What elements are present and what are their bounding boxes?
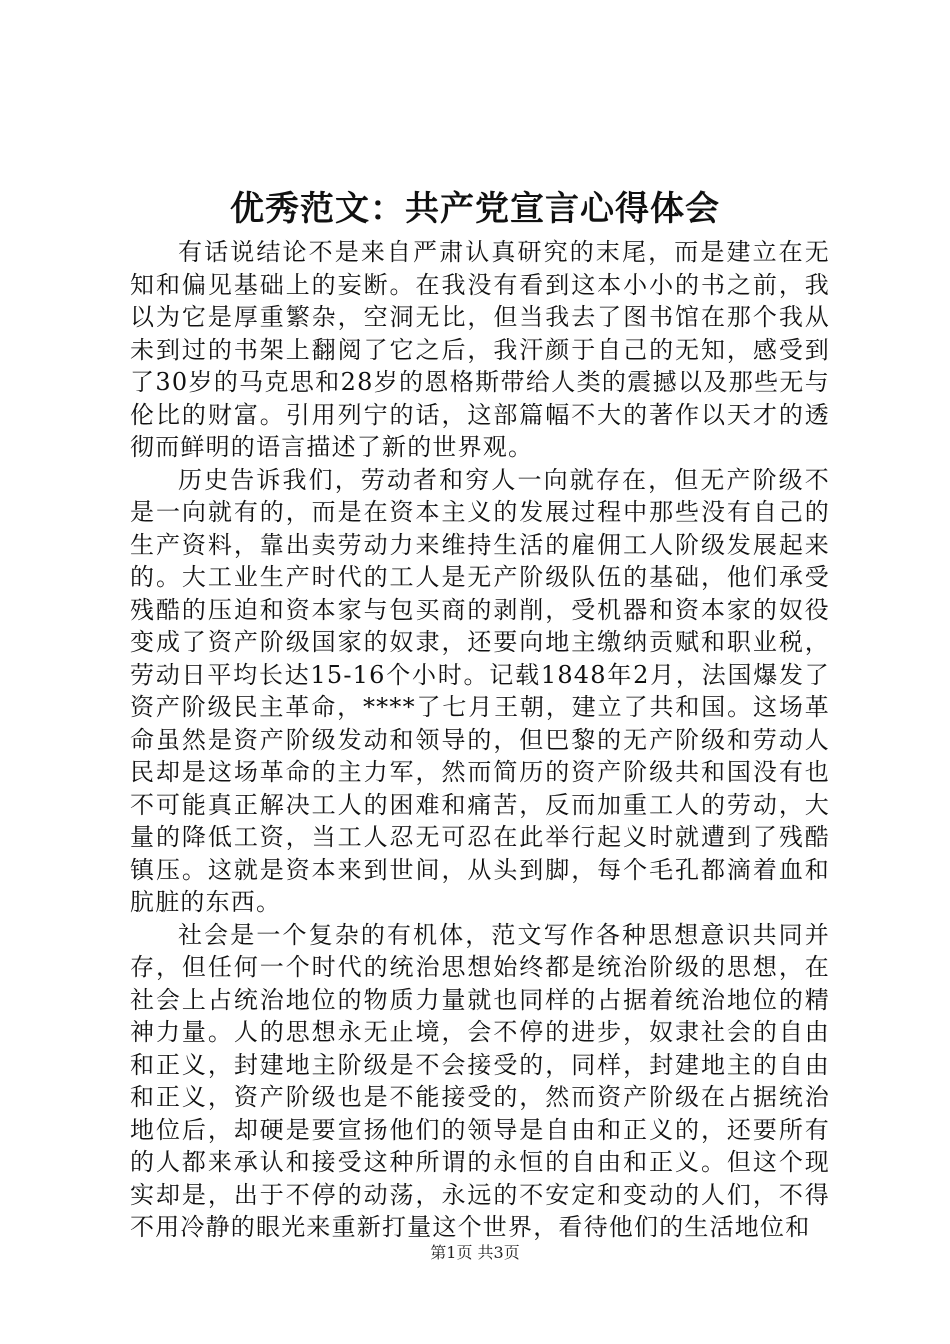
paragraph: 社会是一个复杂的有机体，范文写作各种思想意识共同并存，但任何一个时代的统治思想始终都是统治阶级的思想，在社会上占统治地位的物质力量就也同样的占据着统治地位的精神力量。人的思想永无止境，会不停的进步，奴隶社会的自由和正义，封建地主阶级是不会接受的，同样，封建地主的自由和正义，资产阶级也是不能接受的，然而资产阶级在占据统治地位后，却硬是要宣扬他们的领导是自由和正义的，还要所有的人都来承认和接受这种所谓的永恒的自由和正义。但这个现实却是，出于不停的动荡，永远的不安定和变动的人们，不得不用冷静的眼光来重新打量这个世界，看待他们的生活地位和 [130,920,830,1241]
page-title: 优秀范文：共产党宣言心得体会 [230,189,720,229]
document-body [130,236,830,1244]
paragraph: 历史告诉我们，劳动者和穷人一向就存在，但无产阶级不是一向就有的，而是在资本主义的发展过程中那些没有自己的生产资料，靠出卖劳动力来维持生活的雇佣工人阶级发展起来的。大工业生产时代的工人是无产阶级队伍的基础，他们承受残酷的压迫和资本家与包买商的剥削，受机器和资本家的奴役变成了资产阶级国家的奴隶，还要向地主缴纳贡赋和职业税，劳动日平均长达15-16个小时。记载1848年2月，法国爆发了资产阶级民主革命，****了七月王朝，建立了共和国。这场革命虽然是资产阶级发动和领导的，但巴黎的无产阶级和劳动人民却是这场革命的主力军，然而简历的资产阶级共和国没有也不可能真正解决工人的困难和痛苦，反而加重工人的劳动，大量的降低工资，当工人忍无可忍在此举行起义时就遭到了残酷镇压。这就是资本来到世间，从头到脚，每个毛孔都滴着血和肮脏的东西。 [130,465,830,916]
page-number-footer: 第1页 共3页 [430,1243,520,1262]
paragraph: 有话说结论不是来自严肃认真研究的末尾，而是建立在无知和偏见基础上的妄断。在我没有看到这本小小的书之前，我以为它是厚重繁杂，空洞无比，但当我去了图书馆在那个我从未到过的书架上翻阅了它之后，我汗颜于自己的无知，感受到了30岁的马克思和28岁的恩格斯带给人类的震撼以及那些无与伦比的财富。引用列宁的话，这部篇幅不大的著作以天才的透彻而鲜明的语言描述了新的世界观。 [130,238,830,461]
